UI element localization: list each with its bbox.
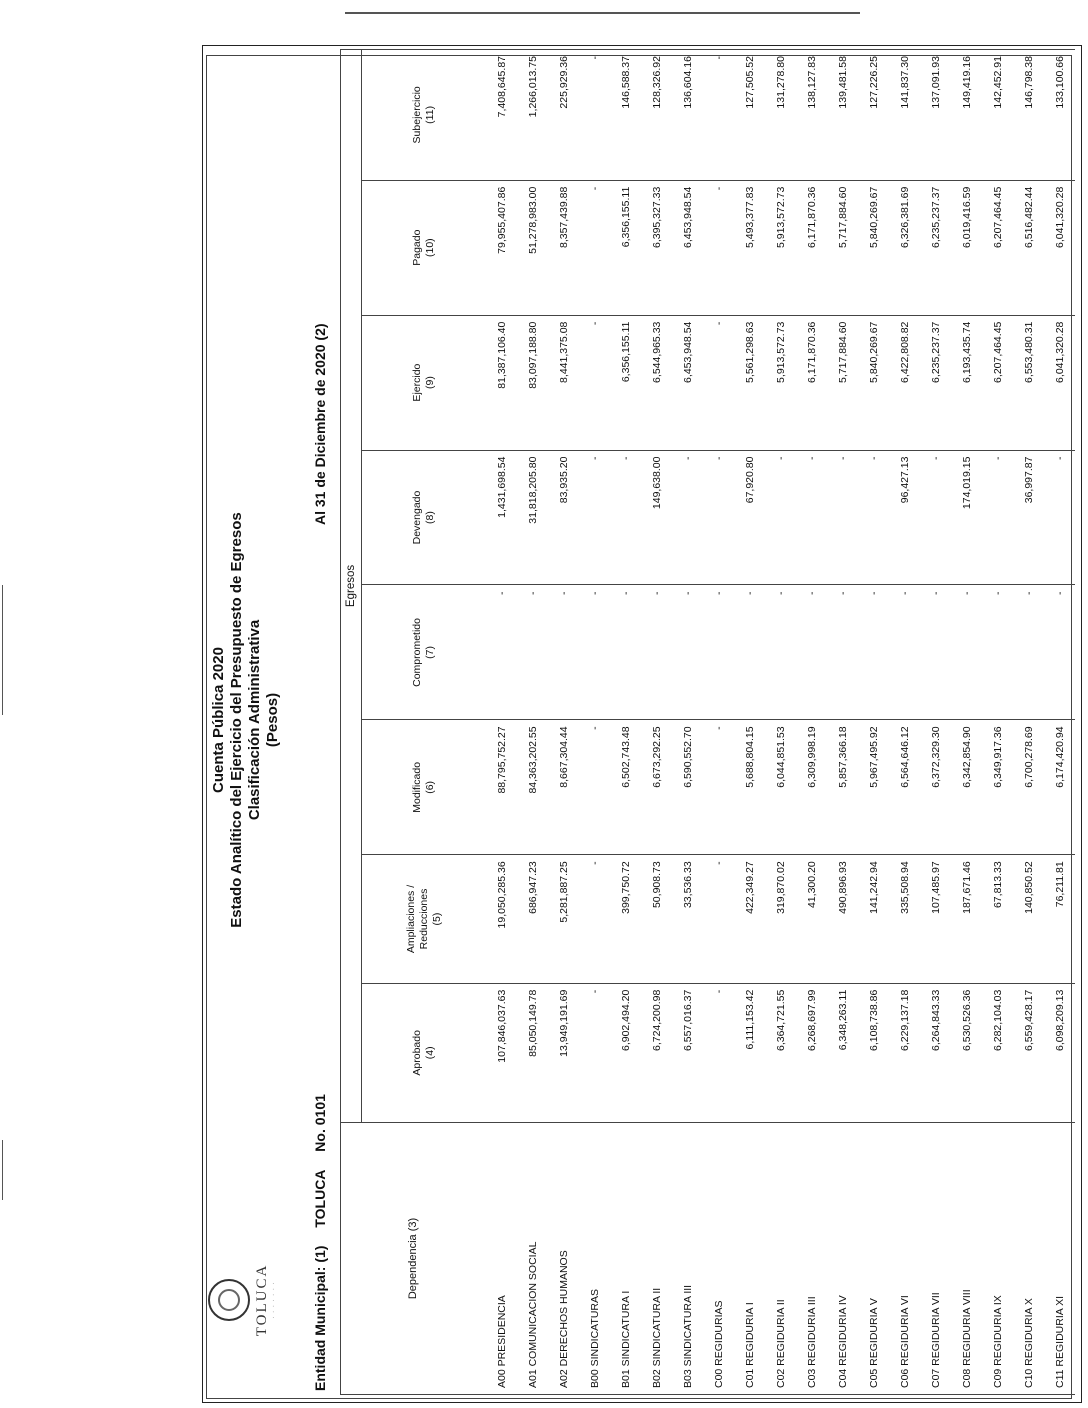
- table-row: [982, 50, 1013, 1395]
- amount-cell: -: [703, 855, 734, 983]
- amount-cell: -: [951, 585, 982, 720]
- table-row: [1013, 50, 1044, 1395]
- column-header-number: (10): [424, 238, 436, 258]
- table-row: [951, 50, 982, 1395]
- scan-artifact-left-2: [2, 1140, 3, 1200]
- dependencia-header: Dependencia (3): [341, 1122, 487, 1394]
- amount-cell: 5,493,377.83: [734, 180, 765, 315]
- amount-cell: 1,431,698.54: [486, 450, 517, 585]
- amount-cell: 6,902,494.20: [610, 983, 641, 1122]
- entity-label: Entidad Municipal: (1): [312, 1245, 328, 1391]
- amount-cell: 6,235,237.37: [920, 315, 951, 450]
- column-header: [362, 585, 487, 720]
- amount-cell: 6,108,738.86: [858, 983, 889, 1122]
- column-header-name: Devengado: [411, 490, 423, 545]
- table-row: [548, 50, 579, 1395]
- column-header: [362, 450, 487, 585]
- amount-cell: -: [579, 180, 610, 315]
- amount-cell: 137,091.93: [920, 50, 951, 181]
- dependency-name: B00 SINDICATURAS: [579, 1122, 610, 1394]
- amount-cell: 146,588.37: [610, 50, 641, 181]
- amount-cell: 5,561,298.63: [734, 315, 765, 450]
- amount-cell: 127,505.52: [734, 50, 765, 181]
- table-row: [765, 50, 796, 1395]
- column-header-number: (7): [424, 646, 436, 659]
- column-header-number: (9): [424, 376, 436, 390]
- amount-cell: -: [579, 855, 610, 983]
- amount-cell: 6,724,200.98: [641, 983, 672, 1122]
- column-header: [362, 315, 487, 450]
- column-header: [362, 855, 487, 983]
- amount-cell: 6,044,851.53: [765, 720, 796, 855]
- amount-cell: -: [672, 585, 703, 720]
- column-header-number: (11): [424, 105, 436, 124]
- table-row: [796, 50, 827, 1395]
- amount-cell: -: [610, 450, 641, 585]
- amount-cell: 6,264,843.33: [920, 983, 951, 1122]
- amount-cell: 107,846,037.63: [486, 983, 517, 1122]
- amount-cell: 6,171,870.36: [796, 315, 827, 450]
- entity-number: No. 0101: [312, 1094, 328, 1152]
- column-header-number: (4): [424, 1046, 436, 1060]
- dependency-name: C08 REGIDURIA VIII: [951, 1122, 982, 1394]
- column-header-number: (5): [430, 912, 443, 926]
- report-title-1: Cuenta Pública 2020: [210, 647, 227, 793]
- amount-cell: 133,100.66: [1044, 50, 1075, 181]
- amount-cell: 5,281,887.25: [548, 855, 579, 983]
- amount-cell: 33,536.33: [672, 855, 703, 983]
- amount-cell: 6,041,320.28: [1044, 315, 1075, 450]
- scan-artifact-left-1: [2, 585, 3, 715]
- amount-cell: 6,356,155.11: [610, 180, 641, 315]
- amount-cell: 335,508.94: [889, 855, 920, 983]
- column-header: [362, 180, 487, 315]
- amount-cell: -: [579, 983, 610, 1122]
- dependency-name: C04 REGIDURIA IV: [827, 1122, 858, 1394]
- amount-cell: 146,798.38: [1013, 50, 1044, 181]
- amount-cell: -: [672, 450, 703, 585]
- amount-cell: 6,342,854.90: [951, 720, 982, 855]
- amount-cell: -: [982, 585, 1013, 720]
- dependency-name: B03 SINDICATURA III: [672, 1122, 703, 1394]
- amount-cell: 127,226.25: [858, 50, 889, 181]
- rotated-report-page: [200, 35, 1088, 1405]
- column-header-name: Ejercido: [411, 363, 423, 402]
- amount-cell: 142,452.91: [982, 50, 1013, 181]
- amount-cell: 490,896.93: [827, 855, 858, 983]
- amount-cell: -: [889, 585, 920, 720]
- table-row: [889, 50, 920, 1395]
- column-header: [362, 50, 487, 181]
- amount-cell: -: [517, 585, 548, 720]
- amount-cell: 6,544,965.33: [641, 315, 672, 450]
- amount-cell: 31,818,205.80: [517, 450, 548, 585]
- amount-cell: 6,098,209.13: [1044, 983, 1075, 1122]
- amount-cell: 6,516,482.44: [1013, 180, 1044, 315]
- dependency-name: A01 COMUNICACION SOCIAL: [517, 1122, 548, 1394]
- table-row: [579, 50, 610, 1395]
- amount-cell: 13,949,191.69: [548, 983, 579, 1122]
- amount-cell: 85,050,149.78: [517, 983, 548, 1122]
- dependency-name: C07 REGIDURIA VII: [920, 1122, 951, 1394]
- amount-cell: 19,050,285.36: [486, 855, 517, 983]
- dependency-name: C05 REGIDURIA V: [858, 1122, 889, 1394]
- table-row: [734, 50, 765, 1395]
- amount-cell: -: [610, 585, 641, 720]
- table-row: [672, 50, 703, 1395]
- amount-cell: 51,278,983.00: [517, 180, 548, 315]
- amount-cell: 41,300.20: [796, 855, 827, 983]
- amount-cell: 84,363,202.55: [517, 720, 548, 855]
- column-header-name: Ampliaciones / Reducciones: [404, 884, 430, 954]
- amount-cell: 50,908.73: [641, 855, 672, 983]
- table-row: [827, 50, 858, 1395]
- dependency-name: B02 SINDICATURA II: [641, 1122, 672, 1394]
- amount-cell: -: [1044, 585, 1075, 720]
- amount-cell: 131,278.80: [765, 50, 796, 181]
- amount-cell: 6,557,016.37: [672, 983, 703, 1122]
- amount-cell: 5,913,572.73: [765, 180, 796, 315]
- amount-cell: -: [703, 720, 734, 855]
- amount-cell: 36,997.87: [1013, 450, 1044, 585]
- budget-table: [340, 49, 1075, 1395]
- amount-cell: 6,041,320.28: [1044, 180, 1075, 315]
- amount-cell: 6,193,435.74: [951, 315, 982, 450]
- amount-cell: 6,019,416.59: [951, 180, 982, 315]
- dependency-name: C10 REGIDURIA X: [1013, 1122, 1044, 1394]
- dependency-name: C11 REGIDURIA XI: [1044, 1122, 1075, 1394]
- amount-cell: 6,395,327.33: [641, 180, 672, 315]
- amount-cell: 6,700,278.69: [1013, 720, 1044, 855]
- amount-cell: 67,813.33: [982, 855, 1013, 983]
- amount-cell: 1,266,013.75: [517, 50, 548, 181]
- amount-cell: 79,955,407.86: [486, 180, 517, 315]
- amount-cell: 6,174,420.94: [1044, 720, 1075, 855]
- amount-cell: 319,870.02: [765, 855, 796, 983]
- amount-cell: -: [827, 450, 858, 585]
- dependency-name: C03 REGIDURIA III: [796, 1122, 827, 1394]
- dependency-name: B01 SINDICATURA I: [610, 1122, 641, 1394]
- amount-cell: -: [703, 983, 734, 1122]
- amount-cell: 225,929.36: [548, 50, 579, 181]
- amount-cell: 139,481.58: [827, 50, 858, 181]
- table-row: [517, 50, 548, 1395]
- amount-cell: 140,850.52: [1013, 855, 1044, 983]
- report-date: Al 31 de Diciembre de 2020 (2): [312, 323, 328, 525]
- report-title-4: (Pesos): [264, 692, 281, 748]
- dependency-name: C00 REGIDURIAS: [703, 1122, 734, 1394]
- amount-cell: 6,553,480.31: [1013, 315, 1044, 450]
- column-header-number: (6): [424, 780, 436, 794]
- amount-cell: 6,422,808.82: [889, 315, 920, 450]
- amount-cell: -: [703, 180, 734, 315]
- amount-cell: 67,920.80: [734, 450, 765, 585]
- amount-cell: 128,326.92: [641, 50, 672, 181]
- table-row: [1044, 50, 1075, 1395]
- amount-cell: 6,309,998.19: [796, 720, 827, 855]
- amount-cell: 83,097,188.80: [517, 315, 548, 450]
- column-header-name: Subejercicio: [411, 86, 423, 144]
- amount-cell: 8,357,439.88: [548, 180, 579, 315]
- logo-tagline-graphic: · · · · · · ·: [271, 1281, 277, 1319]
- amount-cell: 6,530,526.36: [951, 983, 982, 1122]
- table-row: [610, 50, 641, 1395]
- amount-cell: -: [827, 585, 858, 720]
- dependency-name: C09 REGIDURIA IX: [982, 1122, 1013, 1394]
- amount-cell: 6,268,697.99: [796, 983, 827, 1122]
- amount-cell: 6,502,743.48: [610, 720, 641, 855]
- amount-cell: 5,717,884.60: [827, 315, 858, 450]
- amount-cell: -: [579, 450, 610, 585]
- amount-cell: 6,326,381.69: [889, 180, 920, 315]
- amount-cell: 6,235,237.37: [920, 180, 951, 315]
- amount-cell: 399,750.72: [610, 855, 641, 983]
- amount-cell: 6,348,263.11: [827, 983, 858, 1122]
- amount-cell: -: [765, 450, 796, 585]
- amount-cell: 6,207,464.45: [982, 315, 1013, 450]
- amount-cell: 6,364,721.55: [765, 983, 796, 1122]
- amount-cell: -: [548, 585, 579, 720]
- amount-cell: -: [641, 585, 672, 720]
- amount-cell: 141,242.94: [858, 855, 889, 983]
- amount-cell: -: [734, 585, 765, 720]
- amount-cell: 6,282,104.03: [982, 983, 1013, 1122]
- amount-cell: 6,356,155.11: [610, 315, 641, 450]
- column-header: [362, 720, 487, 855]
- column-header-name: Pagado: [411, 229, 423, 266]
- amount-cell: 7,408,645.87: [486, 50, 517, 181]
- amount-cell: 81,387,106.40: [486, 315, 517, 450]
- amount-cell: 149,638.00: [641, 450, 672, 585]
- amount-cell: -: [982, 450, 1013, 585]
- amount-cell: -: [765, 585, 796, 720]
- entity-name: TOLUCA: [312, 1169, 328, 1228]
- amount-cell: -: [703, 450, 734, 585]
- table-row: [920, 50, 951, 1395]
- table-row: [641, 50, 672, 1395]
- dependency-name: C01 REGIDURIA I: [734, 1122, 765, 1394]
- amount-cell: -: [579, 315, 610, 450]
- amount-cell: -: [920, 450, 951, 585]
- amount-cell: 136,604.16: [672, 50, 703, 181]
- amount-cell: 6,453,948.54: [672, 315, 703, 450]
- amount-cell: 83,935.20: [548, 450, 579, 585]
- amount-cell: 6,453,948.54: [672, 180, 703, 315]
- report-title-3: Clasificación Administrativa: [246, 619, 263, 821]
- amount-cell: 6,559,428.17: [1013, 983, 1044, 1122]
- amount-cell: -: [920, 585, 951, 720]
- egresos-group-header: Egresos: [341, 50, 362, 1123]
- amount-cell: 6,111,153.42: [734, 983, 765, 1122]
- dependency-name: A02 DERECHOS HUMANOS: [548, 1122, 579, 1394]
- amount-cell: 686,947.23: [517, 855, 548, 983]
- amount-cell: -: [858, 585, 889, 720]
- amount-cell: 5,857,366.18: [827, 720, 858, 855]
- amount-cell: -: [703, 50, 734, 181]
- column-header-name: Modificado: [411, 761, 423, 813]
- amount-cell: 6,673,292.25: [641, 720, 672, 855]
- report-title-2: Estado Analítico del Ejercicio del Presupuesto de Egresos: [228, 512, 245, 928]
- logo-text: TOLUCA: [254, 1263, 270, 1337]
- amount-cell: 76,211.81: [1044, 855, 1075, 983]
- amount-cell: 6,590,552.70: [672, 720, 703, 855]
- amount-cell: -: [1044, 450, 1075, 585]
- scan-artifact-top: [345, 12, 860, 14]
- amount-cell: -: [579, 585, 610, 720]
- table-row: [486, 50, 517, 1395]
- amount-cell: 5,840,269.67: [858, 315, 889, 450]
- amount-cell: -: [579, 720, 610, 855]
- amount-cell: 141,837.30: [889, 50, 920, 181]
- amount-cell: 5,688,804.15: [734, 720, 765, 855]
- amount-cell: 5,840,269.67: [858, 180, 889, 315]
- column-header-number: (8): [424, 511, 436, 524]
- amount-cell: 8,667,304.44: [548, 720, 579, 855]
- amount-cell: 6,349,917.36: [982, 720, 1013, 855]
- amount-cell: 6,171,870.36: [796, 180, 827, 315]
- amount-cell: 149,419.16: [951, 50, 982, 181]
- amount-cell: 6,207,464.45: [982, 180, 1013, 315]
- amount-cell: 8,441,375.08: [548, 315, 579, 450]
- amount-cell: 6,229,137.18: [889, 983, 920, 1122]
- column-header-name: Aprobado: [411, 1030, 423, 1076]
- column-header: [362, 983, 487, 1122]
- amount-cell: 5,717,884.60: [827, 180, 858, 315]
- amount-cell: 187,671.46: [951, 855, 982, 983]
- amount-cell: 6,564,646.12: [889, 720, 920, 855]
- table-row: [858, 50, 889, 1395]
- column-header-name: Comprometido: [411, 618, 423, 687]
- table-row: [703, 50, 734, 1395]
- amount-cell: -: [796, 450, 827, 585]
- amount-cell: -: [796, 585, 827, 720]
- amount-cell: 5,967,495.92: [858, 720, 889, 855]
- amount-cell: 138,127.83: [796, 50, 827, 181]
- amount-cell: 96,427.13: [889, 450, 920, 585]
- amount-cell: 422,349.27: [734, 855, 765, 983]
- amount-cell: -: [486, 585, 517, 720]
- amount-cell: 107,485.97: [920, 855, 951, 983]
- dependency-name: A00 PRESIDENCIA: [486, 1122, 517, 1394]
- amount-cell: -: [703, 585, 734, 720]
- amount-cell: -: [703, 315, 734, 450]
- amount-cell: 88,795,752.27: [486, 720, 517, 855]
- dependency-name: C06 REGIDURIA VI: [889, 1122, 920, 1394]
- dependency-name: C02 REGIDURIA II: [765, 1122, 796, 1394]
- amount-cell: -: [579, 50, 610, 181]
- amount-cell: 174,019.15: [951, 450, 982, 585]
- amount-cell: -: [858, 450, 889, 585]
- amount-cell: -: [1013, 585, 1044, 720]
- entity-info: [312, 1080, 328, 1391]
- amount-cell: 5,913,572.73: [765, 315, 796, 450]
- amount-cell: 6,372,329.30: [920, 720, 951, 855]
